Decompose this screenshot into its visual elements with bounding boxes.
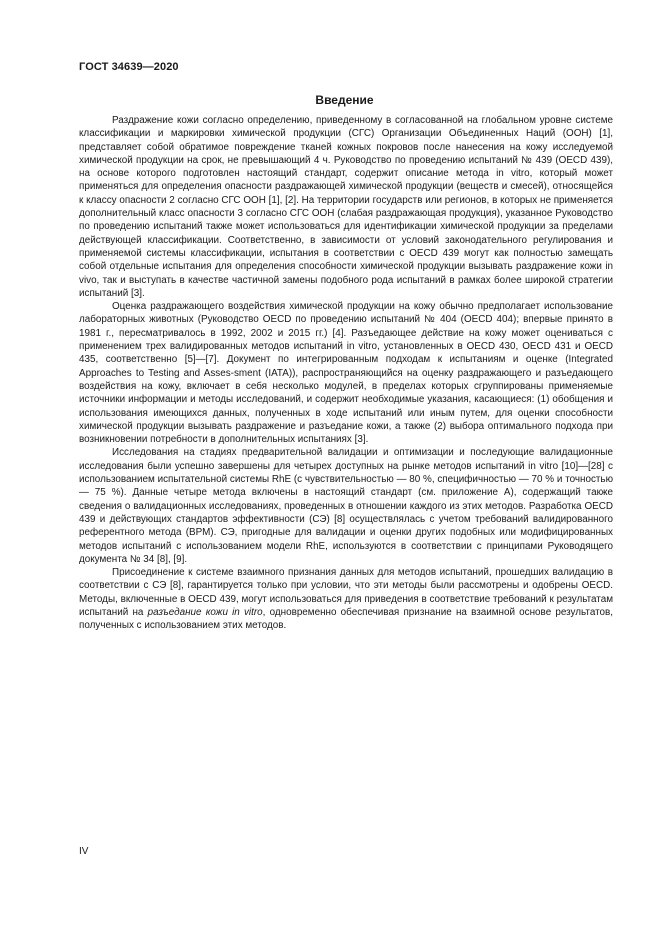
paragraph-2-text: Оценка раздражающего воздействия химической продукции на кожу обычно предполагает использование лабораторных животных (Руководство OECD по проведению испытаний № 404 (OECD 404); впервые принято в 1981 г., пересматривалось в 1992, 2002 и 2015 гг.) [4]. Разъедающее действие на кожу может оцениваться с применением трех валидированных методов испытаний in vitro, установленных в OECD 430, OECD 431 и OECD 435, соответственно [5]—[7]. Документ по интегрированным подходам к испытаниям и оценке (Integrated Approaches to Testing and Asses-sment (IATA)), распространяющийся на оценку раздражающего и разъедающего воздействия на кожу, включает в себя несколько модулей, в пределах которых сгруппированы применяемые источники информации и методы исследований, и содержит необходимые указания, касающиеся: (1) обобщения и использования имеющихся данных, полученных в ходе испытаний или иным путем, для оценки способности химической продукции вызывать раздражение и разъедание кожи, а также (2) выбора оптимального подхода при возникновении потребности в дополнительных испытаниях [3]. [79, 301, 613, 446]
body-text [79, 114, 613, 633]
section-title: Введение [315, 93, 374, 107]
paragraph-1-text: Раздражение кожи согласно определению, приведенному в согласованной на глобальном уровне системе классификации и маркировки химической продукции (СГС) Организации Объединенных Наций (ООН) [1], представляет собой обратимое повреждение тканей кожных покровов после нанесения на кожу исследуемой химической продукции на срок, не превышающий 4 ч. Руководство по проведению испытаний № 439 (OECD 439), на основе которого подготовлен настоящий стандарт, содержит описание метода in vitro, который может применяться для определения опасности раздражающей химической продукции (веществ и смесей), относящейся к классу опасности 2 согласно СГС ООН [1], [2]. На территории государств или регионов, в которых не применяется дополнительный класс опасности 3 согласно СГС ООН (слабая раздражающая продукция), указанное Руководство по проведению испытаний также может использоваться для идентификации химической продукции за пределами действующей классификации. Соответственно, в зависимости от условий законодательного регулирования и применяемой системы классификации, испытания в соответствии с OECD 439 могут как полностью замещать собой отдельные испытания для определения способности химической продукции вызывать раздражение кожи in vivo, так и выступать в качестве частичной замены подобного рода испытаний в рамках более широкой стратегии испытаний [3]. [79, 115, 613, 299]
standard-designation: ГОСТ 34639—2020 [79, 61, 179, 73]
paragraph-4-text-end: , одновременно обеспечивая признание на взаимной основе результатов, полученных с использованием этих методов. [79, 606, 613, 632]
paragraph-4-italic-term: разъедание кожи in vitro [147, 606, 263, 618]
paragraph-3 [79, 446, 613, 566]
paragraph-4-text-start: Присоединение к системе взаимного признания данных для методов испытаний, прошедших валидацию в соответствии с СЭ [8], гарантируется только при условии, что эти методы были рассмотрены и одобрены OECD. Методы, включенные в OECD 439, могут использоваться для приведения в соответствие требований к результатам испытаний на [79, 567, 613, 618]
paragraph-2 [79, 300, 613, 446]
page-number: IV [79, 846, 89, 857]
paragraph-4 [79, 566, 613, 632]
paragraph-3-text: Исследования на стадиях предварительной валидации и оптимизации и последующие валидационные исследования были успешно завершены для четырех доступных на рынке методов испытаний in vitro [10]—[28] с использованием испытательной системы RhE (с чувствительностью — 80 %, специфичностью — 70 % и точностью — 75 %). Данные четыре метода включены в настоящий стандарт (см. приложение А), содержащий также сведения о валидационных исследованиях, проведенных в отношении каждого из этих методов. Разработка OECD 439 и действующих стандартов эффективности (СЭ) [8] осуществлялась с учетом требований валидированного референтного метода (ВРМ). СЭ, пригодные для валидации и оценки других подобных или модифицированных методов испытаний с использованием модели RhE, используются в соответствии с принципами Руководящего документа № 34 [8], [9]. [79, 447, 613, 565]
paragraph-1 [79, 114, 613, 300]
